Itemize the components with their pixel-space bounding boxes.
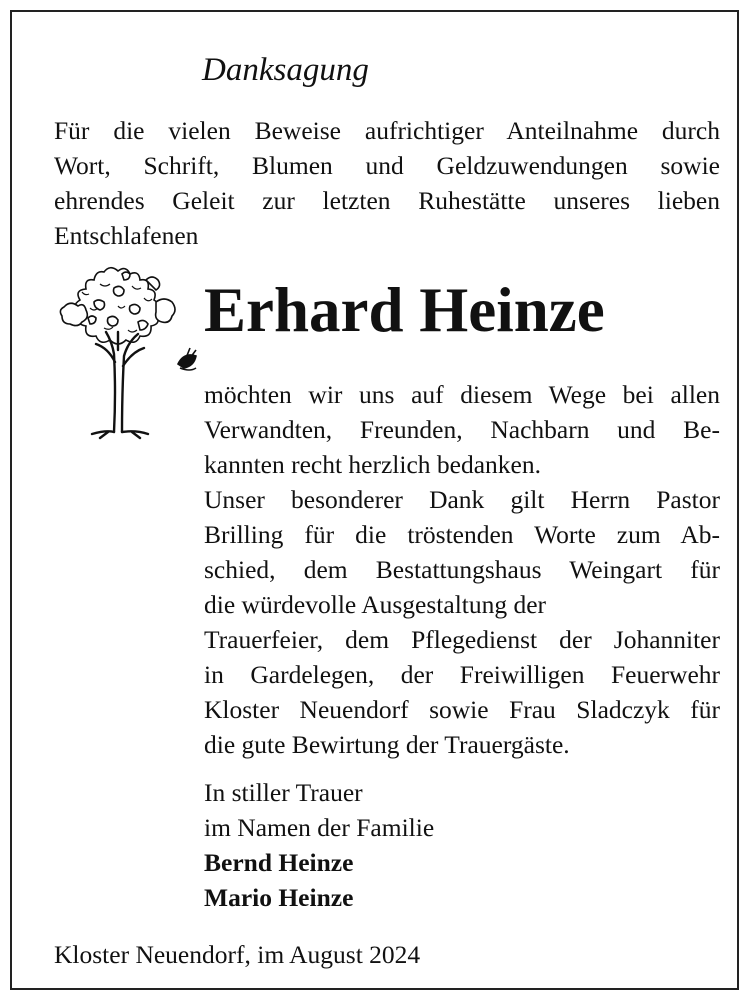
place-date: Kloster Neuendorf, im August 2024 xyxy=(54,940,421,969)
signature-block xyxy=(204,775,434,915)
thanks-paragraph xyxy=(204,377,720,762)
body-line: möchten wir uns auf diesem Wege bei allen xyxy=(204,380,720,409)
body-line: die gute Bewirtung der Trauergäste. xyxy=(204,730,570,759)
notice-heading: Danksagung xyxy=(202,52,369,88)
signatory-name: Bernd Heinze xyxy=(204,848,354,877)
intro-line: Für die vielen Beweise aufrichtiger Anteilnahme durch xyxy=(54,116,720,145)
body-line: Verwandten, Freunden, Nachbarn und Be- xyxy=(204,415,720,444)
body-line: Kloster Neuendorf sowie Frau Sladczyk für xyxy=(204,695,720,724)
body-line: Unser besonderer Dank gilt Herrn Pastor xyxy=(204,485,720,514)
intro-line: Wort, Schrift, Blumen und Geldzuwendungen sowie xyxy=(54,151,720,180)
intro-paragraph xyxy=(54,113,720,253)
body-line: kannten recht herzlich bedanken. xyxy=(204,450,542,479)
body-line: Brilling für die tröstenden Worte zum Ab- xyxy=(204,520,720,549)
body-line: die würdevolle Ausgestaltung der xyxy=(204,590,547,619)
deceased-name: Erhard Heinze xyxy=(204,275,605,345)
body-line: schied, dem Bestattungshaus Weingart für xyxy=(204,555,720,584)
signatory-name: Mario Heinze xyxy=(204,883,354,912)
signature-line: im Namen der Familie xyxy=(204,813,435,842)
tree-with-butterfly-icon xyxy=(44,262,214,442)
body-line: in Gardelegen, der Freiwilligen Feuerwehr xyxy=(204,660,720,689)
intro-line: ehrendes Geleit zur letzten Ruhestätte unseres lieben xyxy=(54,186,720,215)
notice-frame xyxy=(10,10,739,990)
signature-line: In stiller Trauer xyxy=(204,778,363,807)
body-line: Trauerfeier, dem Pflegedienst der Johanniter xyxy=(204,625,720,654)
intro-line: Entschlafenen xyxy=(54,221,199,250)
